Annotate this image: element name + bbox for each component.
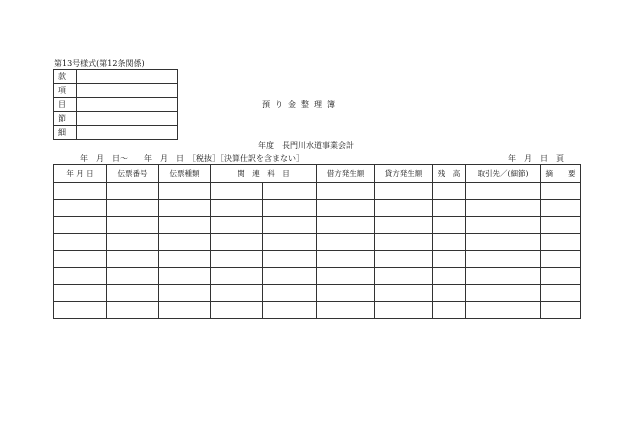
table-cell[interactable]: [54, 200, 107, 217]
classification-row: [54, 70, 178, 84]
table-cell[interactable]: [375, 183, 433, 200]
classification-value-cell[interactable]: [77, 84, 178, 98]
column-header: 伝票番号: [107, 165, 159, 183]
table-row: [54, 285, 581, 302]
table-cell[interactable]: [263, 285, 317, 302]
column-header: 残 高: [433, 165, 466, 183]
table-cell[interactable]: [433, 268, 466, 285]
table-cell[interactable]: [54, 183, 107, 200]
classification-label: 細: [54, 126, 77, 140]
table-cell[interactable]: [107, 200, 159, 217]
form-reference: 第13号様式(第12条関係): [54, 59, 145, 68]
classification-value-cell[interactable]: [77, 112, 178, 126]
table-cell[interactable]: [433, 234, 466, 251]
table-cell[interactable]: [466, 251, 541, 268]
table-cell[interactable]: [433, 200, 466, 217]
classification-row: [54, 98, 178, 112]
column-header: 摘 要: [541, 165, 581, 183]
classification-label: 項: [54, 84, 77, 98]
classification-table: [53, 69, 178, 140]
table-cell[interactable]: [317, 285, 375, 302]
table-cell[interactable]: [433, 285, 466, 302]
table-cell[interactable]: [317, 251, 375, 268]
table-cell[interactable]: [159, 234, 211, 251]
table-cell[interactable]: [263, 302, 317, 319]
table-cell[interactable]: [211, 183, 263, 200]
column-header: 取引先／(細節): [466, 165, 541, 183]
column-header: 伝票種類: [159, 165, 211, 183]
ledger-table: [53, 164, 581, 319]
table-cell[interactable]: [375, 251, 433, 268]
table-cell[interactable]: [159, 217, 211, 234]
table-row: [54, 183, 581, 200]
table-cell[interactable]: [159, 200, 211, 217]
table-cell[interactable]: [541, 217, 581, 234]
table-cell[interactable]: [433, 217, 466, 234]
classification-value-cell[interactable]: [77, 70, 178, 84]
table-cell[interactable]: [541, 234, 581, 251]
table-cell[interactable]: [317, 183, 375, 200]
table-cell[interactable]: [54, 234, 107, 251]
table-cell[interactable]: [107, 183, 159, 200]
page-date-line: 年 月 日 頁: [508, 154, 564, 163]
table-cell[interactable]: [375, 285, 433, 302]
table-cell[interactable]: [263, 268, 317, 285]
table-cell[interactable]: [263, 183, 317, 200]
table-cell[interactable]: [211, 217, 263, 234]
table-cell[interactable]: [433, 251, 466, 268]
table-cell[interactable]: [211, 251, 263, 268]
table-cell[interactable]: [541, 183, 581, 200]
table-cell[interactable]: [54, 302, 107, 319]
table-cell[interactable]: [375, 302, 433, 319]
column-header: 年 月 日: [54, 165, 107, 183]
table-cell[interactable]: [159, 183, 211, 200]
table-cell[interactable]: [263, 200, 317, 217]
table-cell[interactable]: [54, 268, 107, 285]
table-cell[interactable]: [466, 200, 541, 217]
table-cell[interactable]: [317, 217, 375, 234]
table-cell[interactable]: [107, 234, 159, 251]
table-row: [54, 251, 581, 268]
classification-value-cell[interactable]: [77, 126, 178, 140]
table-cell[interactable]: [54, 217, 107, 234]
table-cell[interactable]: [54, 251, 107, 268]
table-cell[interactable]: [466, 302, 541, 319]
ledger-header-row: [54, 165, 581, 183]
table-cell[interactable]: [541, 251, 581, 268]
table-cell[interactable]: [107, 302, 159, 319]
table-cell[interactable]: [317, 302, 375, 319]
table-row: [54, 217, 581, 234]
table-cell[interactable]: [107, 217, 159, 234]
classification-row: [54, 126, 178, 140]
table-cell[interactable]: [375, 200, 433, 217]
table-cell[interactable]: [375, 234, 433, 251]
table-cell[interactable]: [263, 217, 317, 234]
table-cell[interactable]: [433, 183, 466, 200]
classification-label: 目: [54, 98, 77, 112]
table-cell[interactable]: [541, 302, 581, 319]
table-cell[interactable]: [466, 183, 541, 200]
classification-row: [54, 84, 178, 98]
table-cell[interactable]: [159, 251, 211, 268]
table-cell[interactable]: [159, 285, 211, 302]
table-cell[interactable]: [317, 234, 375, 251]
table-cell[interactable]: [317, 268, 375, 285]
table-row: [54, 302, 581, 319]
table-cell[interactable]: [466, 217, 541, 234]
table-cell[interactable]: [317, 200, 375, 217]
table-cell[interactable]: [541, 285, 581, 302]
table-cell[interactable]: [107, 268, 159, 285]
table-cell[interactable]: [107, 285, 159, 302]
table-cell[interactable]: [433, 302, 466, 319]
column-header: 貸方発生額: [375, 165, 433, 183]
table-row: [54, 234, 581, 251]
table-cell[interactable]: [211, 285, 263, 302]
column-header: 借方発生額: [317, 165, 375, 183]
table-row: [54, 268, 581, 285]
table-cell[interactable]: [211, 234, 263, 251]
table-cell[interactable]: [211, 200, 263, 217]
table-cell[interactable]: [375, 217, 433, 234]
classification-label: 款: [54, 70, 77, 84]
table-cell[interactable]: [211, 302, 263, 319]
classification-value-cell[interactable]: [77, 98, 178, 112]
table-row: [54, 200, 581, 217]
table-cell[interactable]: [54, 285, 107, 302]
table-cell[interactable]: [263, 234, 317, 251]
table-cell[interactable]: [466, 234, 541, 251]
table-cell[interactable]: [466, 268, 541, 285]
table-cell[interactable]: [159, 302, 211, 319]
classification-label: 節: [54, 112, 77, 126]
table-cell[interactable]: [107, 251, 159, 268]
column-header: 関 連 科 目: [211, 165, 317, 183]
fiscal-year-line: 年度 長門川水道事業会計: [258, 141, 354, 150]
table-cell[interactable]: [211, 268, 263, 285]
document-title: 預り金整理簿: [262, 100, 340, 109]
classification-row: [54, 112, 178, 126]
period-line: 年 月 日〜 年 月 日 ［税抜］［決算仕訳を含まない］: [80, 154, 304, 163]
table-cell[interactable]: [159, 268, 211, 285]
table-cell[interactable]: [375, 268, 433, 285]
table-cell[interactable]: [541, 200, 581, 217]
table-cell[interactable]: [263, 251, 317, 268]
table-cell[interactable]: [466, 285, 541, 302]
table-cell[interactable]: [541, 268, 581, 285]
